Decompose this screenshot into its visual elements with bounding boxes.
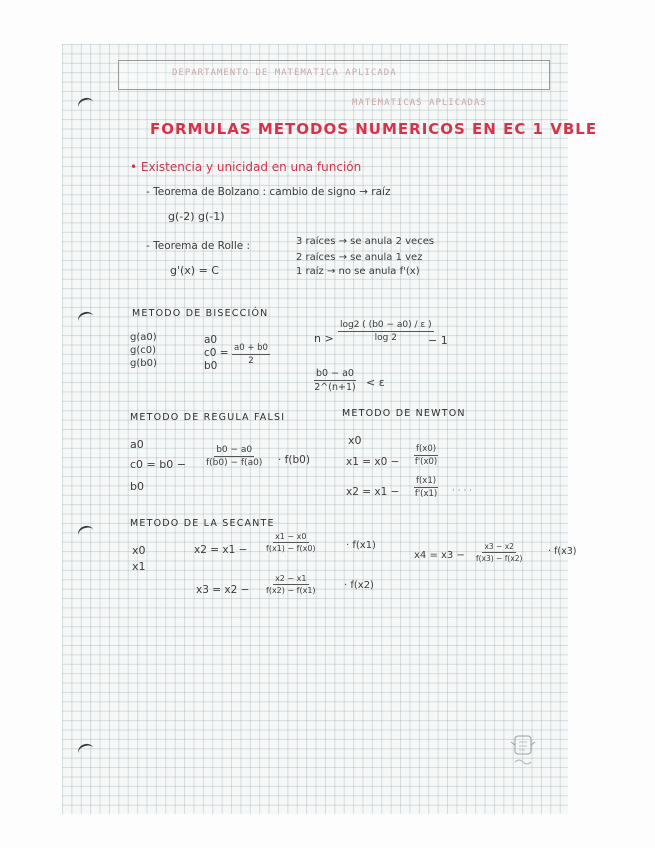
secante-x1: x1 <box>132 560 146 573</box>
bis-c0-num: a0 + b0 <box>234 343 268 353</box>
bis-err-fraction <box>314 368 356 393</box>
secante-x2-fraction <box>266 532 316 553</box>
secante-x3-suffix: · f(x2) <box>344 580 374 591</box>
secante-x2-den: f(x1) − f(x0) <box>266 544 316 553</box>
bis-err-suffix: < ε <box>366 376 385 389</box>
bis-log-den: log 2 <box>374 333 397 343</box>
secante-x4-fraction <box>476 542 522 563</box>
secante-x0: x0 <box>132 544 146 557</box>
regula-fraction <box>206 445 262 468</box>
newton-x0: x0 <box>348 434 362 447</box>
bis-g-c0: g(c0) <box>130 345 157 356</box>
regula-num: b0 − a0 <box>216 445 253 455</box>
secante-x4-prefix: x4 = x3 − <box>414 550 465 561</box>
biseccion-heading: METODO DE BISECCIÓN <box>132 308 269 319</box>
newton-x2-suffix: · · · · <box>452 486 473 496</box>
header-faint-left: DEPARTAMENTO DE MATEMATICA APLICADA <box>172 68 397 78</box>
rolle-line-3: 1 raíz → no se anula f'(x) <box>296 266 420 277</box>
secante-x3-prefix: x3 = x2 − <box>196 584 250 596</box>
bis-b0: b0 <box>204 360 218 372</box>
secante-x3-num: x2 − x1 <box>275 574 307 583</box>
newton-x1-prefix: x1 = x0 − <box>346 456 400 468</box>
bis-g-b0: g(b0) <box>130 358 157 369</box>
secante-x4-num: x3 − x2 <box>484 542 514 551</box>
bis-log-num: log2 ( (b0 − a0) / ε ) <box>340 320 432 330</box>
secante-x3-den: f(x2) − f(x1) <box>266 586 316 595</box>
existence-heading: • Existencia y unicidad en una función <box>130 160 362 174</box>
rolle-derivative: g'(x) = C <box>170 264 219 277</box>
regula-b0: b0 <box>130 480 144 493</box>
bis-err-den: 2^(n+1) <box>314 382 356 393</box>
header-faint-right: MATEMATICAS APLICADAS <box>352 98 487 108</box>
newton-x1-fraction <box>414 444 438 467</box>
secante-x4-den: f(x3) − f(x2) <box>476 554 523 563</box>
bis-log-fraction <box>338 320 434 343</box>
bis-err-num: b0 − a0 <box>316 368 354 379</box>
newton-x1-den: f'(x0) <box>414 457 438 467</box>
secante-x3-fraction <box>266 574 316 595</box>
bis-a0: a0 <box>204 334 218 346</box>
bis-n-prefix: n > <box>314 332 334 345</box>
bolzano-line: - Teorema de Bolzano : cambio de signo → raíz <box>146 186 391 198</box>
regula-c-suffix: · f(b0) <box>278 454 310 466</box>
regula-c-prefix: c0 = b0 − <box>130 458 186 471</box>
newton-x2-prefix: x2 = x1 − <box>346 486 400 498</box>
newton-x2-den: f'(x1) <box>414 489 438 499</box>
bis-c0: c0 = <box>204 347 229 359</box>
bis-n-suffix: − 1 <box>428 334 448 347</box>
bis-c0-fraction <box>232 343 270 366</box>
secante-x2-num: x1 − x0 <box>275 532 307 541</box>
regula-a0: a0 <box>130 438 144 451</box>
rolle-line-2: 2 raíces → se anula 1 vez <box>296 252 423 263</box>
rolle-label: - Teorema de Rolle : <box>146 240 251 252</box>
rolle-line-1: 3 raíces → se anula 2 veces <box>296 236 435 247</box>
newton-x2-fraction <box>414 476 438 499</box>
regula-den: f(b0) − f(a0) <box>206 458 263 468</box>
bolzano-eval: g(-2) g(-1) <box>168 210 225 223</box>
secante-heading: METODO DE LA SECANTE <box>130 518 275 529</box>
newton-x2-num: f(x1) <box>416 476 437 486</box>
secante-x2-prefix: x2 = x1 − <box>194 544 248 556</box>
newton-x1-num: f(x0) <box>416 444 437 454</box>
bis-g-a0: g(a0) <box>130 332 157 343</box>
regula-heading: METODO DE REGULA FALSI <box>130 412 286 423</box>
bis-c0-den: 2 <box>248 356 254 366</box>
newton-heading: METODO DE NEWTON <box>342 408 466 419</box>
secante-x2-suffix: · f(x1) <box>346 540 376 551</box>
doodle-logo-icon <box>503 728 543 772</box>
secante-x4-suffix: · f(x3) <box>548 546 577 557</box>
page-title: FORMULAS METODOS NUMERICOS EN EC 1 VBLE <box>150 120 598 138</box>
